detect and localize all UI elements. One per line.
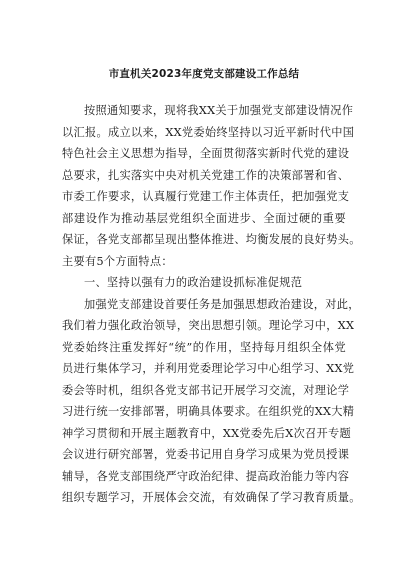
body-text-line: 我们着力强化政治领导，突出思想引领。理论学习中，XX	[62, 319, 355, 332]
body-text-line: 一、坚持以强有力的政治建设抓标准促规范	[84, 276, 303, 289]
body-text-line: 特色社会主义思想为指导，全面贯彻落实新时代党的建设	[62, 147, 350, 160]
body-text-line: 部建设作为推动基层党组织全面进步、全面过硬的重要	[62, 211, 346, 225]
body-text-line: 委会等时机，组织各党支部书记开展学习交流，对理论学	[62, 383, 350, 397]
body-text-line: 员进行集体学习，并利用党委理论学习中心组学习、XX党	[62, 362, 355, 375]
document-body	[62, 100, 361, 509]
body-text-line: 按照通知要求，现将我XX关于加强党支部建设情况作	[84, 104, 354, 117]
body-text-line: 会议进行研究部署，党委书记用自身学习成果为党员授课	[62, 448, 350, 461]
body-text-line: 党委始终注重发挥好“统”的作用，坚持每月组织全体党	[62, 340, 346, 354]
body-text-line: 神学习贯彻和开展主题教育中，XX党委先后X次召开专题	[62, 426, 352, 440]
body-text-line: 主要有5个方面特点：	[62, 254, 173, 268]
body-text-line: 保证，各党支部都呈现出整体推进、均衡发展的良好势头。	[62, 233, 361, 246]
body-text-line: 组织专题学习，开展体会交流，有效确保了学习教育质量。	[62, 491, 361, 504]
body-text-line: 辅导，各党支部围绕严守政治纪律、提高政治能力等内容	[62, 469, 350, 483]
body-text-line: 习进行统一安排部署，明确具体要求。在组织党的XX大精	[62, 405, 355, 418]
body-text-line: 以汇报。成立以来，XX党委始终坚持以习近平新时代中国	[62, 125, 355, 139]
body-text-line: 市委工作要求，认真履行党建工作主体责任，把加强党支	[62, 190, 350, 203]
body-text-line: 加强党支部建设首要任务是加强思想政治建设，对此，	[84, 297, 360, 311]
document-title: 市直机关2023年度党支部建设工作总结	[108, 68, 300, 80]
body-text-line: 总要求，扎实落实中央对机关党建工作的决策部署和省、	[62, 168, 350, 182]
